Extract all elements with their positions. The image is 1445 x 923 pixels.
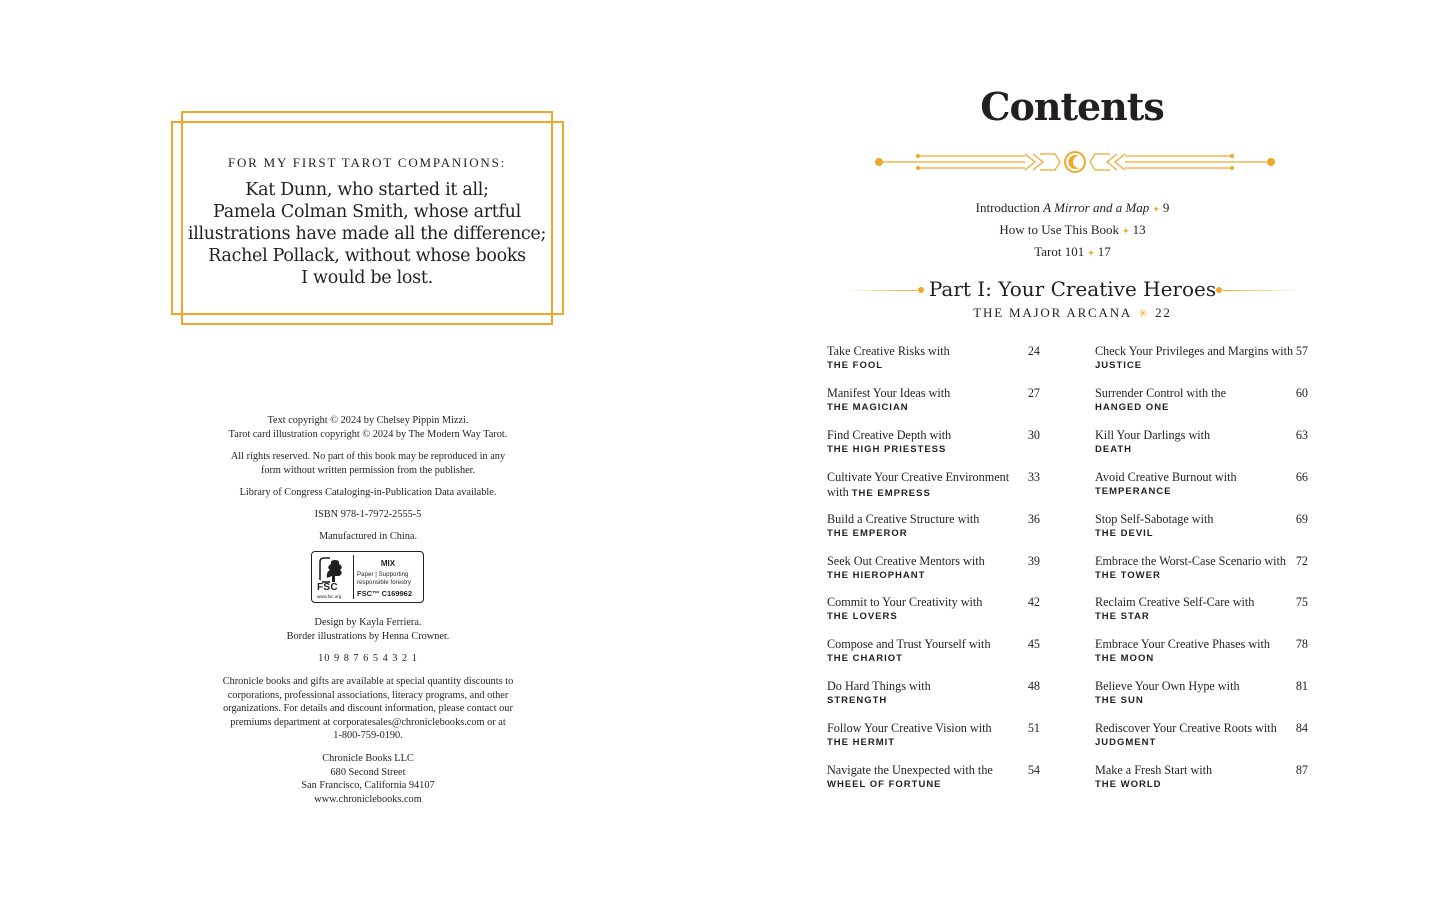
fsc-code: FSC™ C169962 xyxy=(357,589,413,598)
toc-entry-title[interactable]: Rediscover Your Creative Roots with xyxy=(1095,721,1277,736)
toc-entry-card-name: JUSTICE xyxy=(1095,360,1143,371)
publisher-city: San Francisco, California 94107 xyxy=(301,780,435,792)
toc-entry-card[interactable] xyxy=(827,694,887,708)
sales-line: 1-800-759-0190. xyxy=(333,730,403,742)
loc-line: Library of Congress Cataloging-in-Publication Data available. xyxy=(239,487,497,498)
toc-entry-title[interactable]: Do Hard Things with xyxy=(827,679,931,694)
sales-line: Chronicle books and gifts are available at special quantity discounts to xyxy=(222,676,514,687)
toc-entry-title[interactable]: Surrender Control with the xyxy=(1095,385,1226,400)
intro-entry[interactable] xyxy=(900,244,1245,260)
toc-entry-card-name: WHEEL OF FORTUNE xyxy=(827,779,942,790)
toc-entry-page[interactable]: 36 xyxy=(1027,511,1040,526)
toc-entry-card-name: THE SUN xyxy=(1095,695,1144,707)
toc-entry-card[interactable] xyxy=(1095,401,1169,415)
toc-entry-page[interactable]: 87 xyxy=(1295,763,1308,777)
intro-page: 9 xyxy=(1162,200,1170,215)
ornament-divider-icon xyxy=(870,148,1280,178)
toc-entry-title[interactable]: Avoid Creative Burnout with xyxy=(1095,469,1237,484)
toc-entry-card[interactable] xyxy=(1095,359,1142,373)
toc-entry-card[interactable] xyxy=(827,359,883,373)
publisher-website: www.chroniclebooks.com xyxy=(314,793,422,805)
toc-entry-title[interactable]: Commit to Your Creativity with xyxy=(827,595,983,610)
intro-label: Tarot 101 xyxy=(1034,244,1085,259)
fsc-tree-icon xyxy=(318,556,348,584)
toc-entry-card-name: JUDGMENT xyxy=(1095,737,1157,749)
intro-label: Introduction xyxy=(975,200,1044,215)
publisher-name: Chronicle Books LLC xyxy=(322,753,414,764)
fsc-divider xyxy=(353,555,354,599)
manufactured-line: Manufactured in China. xyxy=(318,531,418,542)
toc-entry-page[interactable]: 39 xyxy=(1027,553,1040,568)
toc-entry-card[interactable] xyxy=(827,401,909,415)
dedication-line: Rachel Pollack, without whose books xyxy=(208,246,526,266)
toc-entry-card-name: THE EMPRESS xyxy=(851,487,931,499)
toc-entry-card[interactable] xyxy=(1095,485,1172,499)
toc-entry-card-name: THE MAGICIAN xyxy=(827,401,909,413)
sales-line: corporations, professional associations, literacy programs, and other xyxy=(227,689,509,701)
toc-entry-title[interactable]: Seek Out Creative Mentors with xyxy=(827,553,985,568)
part-sub-page: 22 xyxy=(1155,305,1172,320)
toc-entry-card[interactable] xyxy=(827,569,925,583)
toc-entry-card[interactable] xyxy=(1095,610,1150,624)
toc-entry-card[interactable] xyxy=(827,736,895,750)
border-credit: Border illustrations by Henna Crowner. xyxy=(286,630,450,642)
toc-entry-page[interactable]: 27 xyxy=(1027,385,1040,400)
toc-entry-card-name: THE EMPEROR xyxy=(827,527,908,539)
fsc-logo-text: FSC xyxy=(317,582,338,593)
intro-entry[interactable] xyxy=(900,200,1245,216)
toc-entry-card[interactable] xyxy=(1095,443,1132,457)
toc-entry-page[interactable]: 24 xyxy=(1027,344,1040,358)
toc-entry-title[interactable]: Take Creative Risks with xyxy=(827,344,950,358)
toc-entry-card-name: STRENGTH xyxy=(827,695,888,707)
toc-entry-card[interactable] xyxy=(1095,652,1154,666)
intro-entry[interactable] xyxy=(900,222,1245,238)
toc-entry-card[interactable] xyxy=(1095,736,1156,750)
fsc-site: www.fsc.org xyxy=(317,594,342,599)
dedication-line: illustrations have made all the difference; xyxy=(187,224,547,244)
toc-entry-page[interactable]: 75 xyxy=(1295,595,1308,610)
toc-entry-card-name: DEATH xyxy=(1095,443,1133,455)
toc-entry-title[interactable]: Cultivate Your Creative Environment xyxy=(827,469,1010,484)
toc-entry-card[interactable] xyxy=(1095,694,1144,708)
toc-entry-card[interactable] xyxy=(827,610,898,624)
toc-entry-page[interactable]: 69 xyxy=(1295,511,1308,526)
dedication-line: I would be lost. xyxy=(301,268,433,288)
toc-entry-card-name: THE HERMIT xyxy=(827,737,896,749)
toc-entry-page[interactable]: 84 xyxy=(1295,721,1308,736)
toc-entry-page[interactable]: 63 xyxy=(1295,427,1308,442)
toc-entry-card[interactable] xyxy=(1095,569,1161,583)
toc-entry-page[interactable]: 30 xyxy=(1027,427,1040,442)
toc-entry-title[interactable]: Believe Your Own Hype with xyxy=(1095,679,1240,694)
toc-entry-page[interactable]: 81 xyxy=(1295,679,1308,694)
toc-entry-title[interactable]: Embrace Your Creative Phases with xyxy=(1095,637,1270,652)
star-icon: ✦ xyxy=(1122,226,1130,236)
toc-entry-page[interactable]: 42 xyxy=(1027,595,1040,610)
toc-entry-title[interactable]: Stop Self-Sabotage with xyxy=(1095,511,1214,526)
toc-entry-title[interactable]: Manifest Your Ideas with xyxy=(827,385,951,400)
toc-entry-card-name: THE STAR xyxy=(1095,611,1150,623)
toc-entry-title[interactable]: Embrace the Worst-Case Scenario with xyxy=(1095,553,1287,568)
rights-line: All rights reserved. No part of this book may be reproduced in any xyxy=(230,451,506,462)
toc-entry-card[interactable] xyxy=(827,652,903,666)
dedication-heading: FOR MY FIRST TAROT COMPANIONS: xyxy=(227,155,507,170)
toc-entry-page[interactable]: 57 xyxy=(1295,344,1308,358)
toc-entry-page[interactable]: 33 xyxy=(1027,469,1040,484)
toc-entry-card-name: THE FOOL xyxy=(827,360,884,371)
toc-entry-title[interactable]: Find Creative Depth with xyxy=(827,427,952,442)
intro-italic: A Mirror and a Map xyxy=(1043,200,1150,215)
toc-entry-title[interactable]: Follow Your Creative Vision with xyxy=(827,721,992,736)
toc-entry-card[interactable] xyxy=(827,778,942,792)
toc-entry-title[interactable]: Check Your Privileges and Margins with xyxy=(1095,344,1294,358)
toc-entry-title[interactable]: Kill Your Darlings with xyxy=(1095,427,1211,442)
star-icon: ✦ xyxy=(1152,204,1160,214)
rights-block xyxy=(196,450,540,477)
toc-entry-page[interactable]: 54 xyxy=(1027,763,1040,777)
part-subtitle xyxy=(900,305,1245,321)
toc-entry-page[interactable]: 51 xyxy=(1027,721,1040,736)
toc-entry-page[interactable]: 60 xyxy=(1295,385,1308,400)
dedication-line: Pamela Colman Smith, whose artful xyxy=(213,202,521,222)
toc-entry-title[interactable]: Navigate the Unexpected with the xyxy=(827,763,993,777)
toc-entry-page[interactable]: 48 xyxy=(1027,679,1040,694)
rights-line: form without written permission from the publisher. xyxy=(260,464,476,476)
sales-block xyxy=(196,675,540,743)
toc-entry-page[interactable]: 45 xyxy=(1027,637,1040,652)
star-icon: ✦ xyxy=(1087,248,1095,258)
sun-icon: ✳ xyxy=(1138,308,1150,320)
design-credit: Design by Kayla Ferriera. xyxy=(314,617,422,628)
intro-label: How to Use This Book xyxy=(999,222,1120,237)
toc-entry-card-name: THE TOWER xyxy=(1095,569,1161,581)
sales-line: premiums department at corporatesales@chroniclebooks.com or at xyxy=(230,716,506,728)
toc-entry-card-name: HANGED ONE xyxy=(1095,401,1170,413)
credits-block xyxy=(196,616,540,643)
intro-page: 17 xyxy=(1097,244,1111,259)
dedication-line: Kat Dunn, who started it all; xyxy=(245,180,489,200)
text-copyright: Text copyright © 2024 by Chelsey Pippin Mizzi. xyxy=(267,415,469,426)
toc-entry-page[interactable]: 72 xyxy=(1295,553,1308,568)
toc-entry-card[interactable] xyxy=(827,443,946,457)
publisher-block xyxy=(196,752,540,806)
toc-entry-card[interactable] xyxy=(1095,778,1162,792)
toc-entry-title[interactable]: Compose and Trust Yourself with xyxy=(827,637,991,652)
contents-title: Contents xyxy=(980,84,1164,129)
publisher-street: 680 Second Street xyxy=(330,766,406,778)
copyright-block xyxy=(196,414,540,441)
fsc-mix: MIX xyxy=(380,559,396,568)
toc-entry-prefix: with xyxy=(827,484,852,499)
part-title[interactable]: Part I: Your Creative Heroes xyxy=(928,277,1217,301)
isbn-line: ISBN 978-1-7972-2555-5 xyxy=(314,509,422,520)
toc-entry-page[interactable]: 66 xyxy=(1295,469,1308,484)
printing-line: 10 9 8 7 6 5 4 3 2 1 xyxy=(318,653,418,664)
toc-entry-card-name: THE CHARIOT xyxy=(827,653,903,665)
toc-entry-title[interactable]: Build a Creative Structure with xyxy=(827,511,980,526)
toc-entry-page[interactable]: 78 xyxy=(1295,637,1308,652)
intro-page: 13 xyxy=(1132,222,1146,237)
part-sub-label: THE MAJOR ARCANA xyxy=(973,305,1133,320)
toc-entry-title[interactable]: Reclaim Creative Self-Care with xyxy=(1095,595,1255,610)
sales-line: organizations. For details and discount information, please contact our xyxy=(223,703,513,715)
toc-entry-card-name: THE HIGH PRIESTESS xyxy=(827,443,947,455)
fsc-label xyxy=(311,551,424,603)
illustration-copyright: Tarot card illustration copyright © 2024 by The Modern Way Tarot. xyxy=(228,428,508,440)
toc-entry-card-name: THE MOON xyxy=(1095,653,1155,665)
toc-entry-card-name: TEMPERANCE xyxy=(1095,485,1172,497)
toc-entry-card[interactable] xyxy=(1095,527,1154,541)
fsc-desc: Paper | Supporting responsible forestry xyxy=(357,571,411,586)
toc-entry-title[interactable]: Make a Fresh Start with xyxy=(1095,763,1213,777)
toc-entry-card-name: THE WORLD xyxy=(1095,779,1162,790)
toc-entry-card[interactable] xyxy=(827,485,931,501)
toc-entry-card[interactable] xyxy=(827,527,908,541)
toc-entry-card-name: THE HIEROPHANT xyxy=(827,569,926,581)
toc-entry-card-name: THE DEVIL xyxy=(1095,527,1154,539)
toc-entry-card-name: THE LOVERS xyxy=(827,611,898,623)
dedication xyxy=(181,155,553,289)
